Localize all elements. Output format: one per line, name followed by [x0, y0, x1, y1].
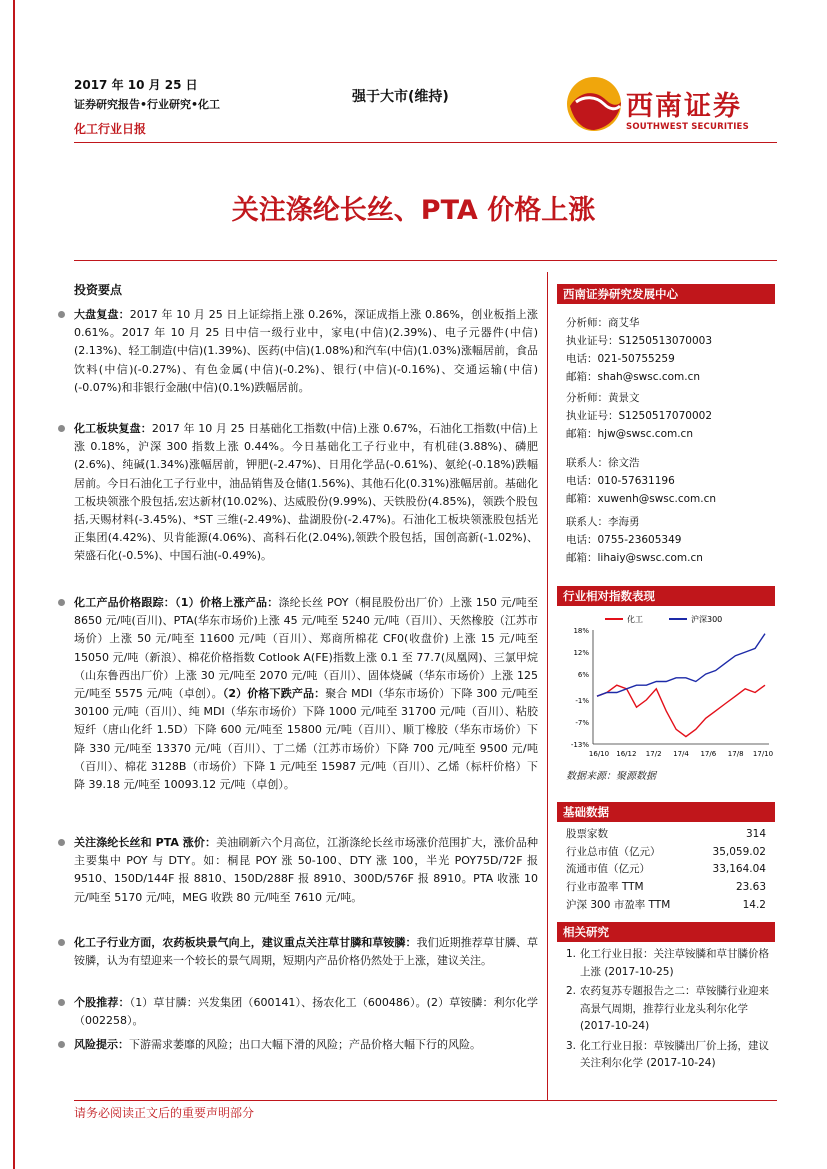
- summary-item: 化工子行业方面，农药板块景气向上，建议重点关注草甘膦和草铵膦：我们近期推荐草甘膦、草铵膦，认为有望迎来一个较长的景气周期，短期内产品价格仍然处于上涨，建议关注。: [74, 934, 538, 990]
- analyst-phone: 电话：021-50755259: [566, 353, 675, 365]
- summary-item: 化工板块复盘：2017 年 10 月 25 日基础化工指数(中信)上涨 0.67%，石油化工指数(中信)上涨 0.18%，沪深 300 指数上涨 0.44%。今日基础化工子行业中，有机硅(3.88%)、磷肥(2.6%)、纯碱(1.34%)涨幅居前，钾肥(-2.47%)、日用化学品(-0.61%)、氨纶(-0.18%)跌幅居前。今日石油化工子行业中，油品销售及仓储(1.56%)、其他石化(0.31%)涨幅居前。基础化工板块领涨个股包括,宏达新材(10.02%)、达威股份(9.99%)、天铁股份(4.85%)，领跌个股包括,天赐材料(-3.45%)、*ST 三维(-2.49%)、盐湖股份(-2.47%)。石油化工板块领涨股包括光正集团(4.42%)、贝肯能源(4.06%)、高科石化(2.04%),领跌个股包括，国创高新(-1.02%)、荣盛石化(-0.5%)、中国石油(-0.49%)。: [74, 420, 538, 580]
- x-tick-label: 16/12: [616, 750, 637, 758]
- contact-name: 联系人：徐文浩: [566, 457, 640, 469]
- basic-data-row: 行业总市值（亿元） 35,059.02: [566, 845, 766, 858]
- analyst-cert: 执业证号：S1250517070002: [566, 410, 713, 422]
- analyst-email: 邮箱：hjw@swsc.com.cn: [566, 428, 693, 440]
- report-date: 2017 年 10 月 25 日: [74, 78, 198, 92]
- column-divider: [547, 272, 548, 1100]
- summary-item: 关注涤纶长丝和 PTA 涨价：美油刷新六个月高位，江浙涤纶长丝市场涨价范围扩大，涨价品种主要集中 POY 与 DTY。如：桐昆 POY 涨 50-100、DTY 涨 100，半光 POY75D/72F 报 9510、150D/144F 报 8810、150D/288F 报 8910、300D/576F 报 8910。PTA 收涨 10 元/吨至 5170 元/吨，MEG 收跌 80 元/吨至 7610 元/吨。: [74, 834, 538, 924]
- logo-text-en: SOUTHWEST SECURITIES: [626, 122, 749, 132]
- industry-rating: 强于大市(维持): [352, 89, 449, 105]
- basic-data-row: 行业市盈率 TTM 23.63: [566, 881, 766, 894]
- bullet-icon: [58, 839, 65, 846]
- y-tick-label: 6%: [577, 671, 589, 680]
- x-tick-label: 17/8: [727, 750, 744, 758]
- x-tick-label: 17/6: [700, 750, 717, 758]
- bullet-icon: [58, 999, 65, 1006]
- series-line: [597, 685, 765, 736]
- analyst-name: 分析师：商艾华: [566, 317, 640, 329]
- basic-data-title: 基础数据: [557, 802, 775, 822]
- contact-email: 邮箱：xuwenh@swsc.com.cn: [566, 493, 717, 505]
- y-tick-label: -13%: [570, 741, 589, 749]
- footer-disclaimer: 请务必阅读正文后的重要声明部分: [74, 1106, 255, 1120]
- x-tick-label: 17/2: [645, 750, 662, 758]
- report-category: 证券研究报告•行业研究•化工: [74, 98, 221, 111]
- x-tick-label: 17/10: [752, 750, 774, 758]
- chart-source: 数据来源：聚源数据: [566, 771, 656, 782]
- report-title: 关注涤纶长丝、PTA 价格上涨: [231, 195, 596, 226]
- report-series: 化工行业日报: [74, 122, 147, 136]
- basic-data-row: 沪深 300 市盈率 TTM 14.2: [566, 898, 766, 911]
- related-item[interactable]: 2. 农药复苏专题报告之二：草铵膦行业迎来高景气周期，推荐行业龙头利尔化学 (2017-10-24): [566, 985, 769, 1032]
- basic-data-table: [566, 826, 766, 915]
- analyst-email: 邮箱：shah@swsc.com.cn: [566, 371, 701, 383]
- summary-item: 风险提示：下游需求萎靡的风险；出口大幅下滑的风险；产品价格大幅下行的风险。: [74, 1036, 538, 1074]
- x-tick-label: 17/4: [673, 750, 689, 758]
- title-rule: [74, 260, 777, 261]
- related-item[interactable]: 3. 化工行业日报：草铵膦出厂价上扬，建议关注利尔化学 (2017-10-24): [566, 1039, 769, 1069]
- analyst-block: [566, 389, 712, 443]
- x-tick-label: 16/10: [588, 750, 610, 758]
- bullet-icon: [58, 1041, 65, 1048]
- bullet-icon: [58, 425, 65, 432]
- legend-label: 化工: [627, 615, 643, 624]
- left-accent-line: [13, 0, 15, 1169]
- related-item[interactable]: 1. 化工行业日报：关注草铵膦和草甘膦价格上涨 (2017-10-25): [566, 948, 769, 978]
- bullet-icon: [58, 939, 65, 946]
- related-research-list: [566, 946, 771, 1073]
- y-tick-label: -1%: [575, 696, 589, 705]
- contact-phone: 电话：0755-23605349: [566, 534, 682, 546]
- footer-rule: [74, 1100, 777, 1101]
- bullet-icon: [58, 599, 65, 606]
- chart-title: 行业相对指数表现: [557, 586, 775, 606]
- logo-text-cn: 西南证券: [626, 91, 742, 122]
- basic-data-row: 流通市值（亿元） 33,164.04: [566, 863, 766, 876]
- y-tick-label: -7%: [575, 718, 589, 727]
- summary-item: 个股推荐：（1）草甘膦：兴发集团（600141）、扬农化工（600486）。(2）草铵膦：利尔化学（002258）。: [74, 994, 538, 1032]
- y-tick-label: 12%: [573, 649, 589, 658]
- research-center-title: 西南证券研究发展中心: [557, 284, 775, 304]
- contact-name: 联系人：李海勇: [566, 516, 640, 528]
- analyst-cert: 执业证号：S1250513070003: [566, 335, 713, 347]
- analyst-block: [566, 314, 712, 386]
- legend-label: 沪深300: [691, 615, 723, 624]
- summary-heading: 投资要点: [74, 283, 123, 297]
- contact-block: [566, 513, 703, 567]
- header-rule: [74, 142, 777, 143]
- contact-phone: 电话：010-57631196: [566, 475, 675, 487]
- summary-item: 化工产品价格跟踪：（1）价格上涨产品：涤纶长丝 POY（桐昆股份出厂价）上涨 150 元/吨至 8650 元/吨(百川)、PTA(华东市场价)上涨 45 元/吨至 5240 元/吨（百川）、天然橡胶（江苏市场价）上涨 50 元/吨至 11600 元/吨（百川）、郑商所棉花 CF0(收盘价) 上涨 15 元/吨至 15050 元/吨（新浪）、棉花价格指数 Cotlook A(FE)指数上涨 0.1 至 77.7(凤凰网)、三氯甲烷（山东鲁西出厂价）上涨 30 元/吨至 2070 元/吨（百川）、固体烧碱（华东市场价）上涨 125 元/吨至 5575 元/吨（卓创）。（2）价格下跌产品：聚合 MDI（华东市场价）下降 300 元/吨至 30100 元/吨（百川）、纯 MDI（华东市场价）下降 1000 元/吨至 31700 元/吨（百川）、粘胶短纤（唐山化纤 1.5D）下降 600 元/吨至 15800 元/吨（百川）、顺丁橡胶（华东市场价）下降 330 元/吨至 13370 元/吨（百川）、丁二烯（江苏市场价）下降 700 元/吨至 9500 元/吨（百川）、棉花 3128B（市场价）下降 1 元/吨至 15987 元/吨（百川）、乙烯（标杆价格）下降 39.18 元/吨至 10093.12 元/吨（卓创）。: [74, 594, 538, 824]
- related-research-title: 相关研究: [557, 922, 775, 942]
- basic-data-row: 股票家数 314: [566, 828, 766, 840]
- analyst-name: 分析师：黄景文: [566, 392, 640, 404]
- contact-block: [566, 454, 716, 508]
- y-tick-label: 18%: [573, 627, 589, 635]
- summary-item: 大盘复盘：2017 年 10 月 25 日上证综指上涨 0.26%，深证成指上涨 0.86%，创业板指上涨 0.61%。2017 年 10 月 25 日中信一级行业中，家电(中信)(2.39%)、电子元器件(中信)(2.13%)、轻工制造(中信)(1.39%)、医药(中信)(1.08%)和汽车(中信)(1.03%)涨幅居前，食品饮料(中信)(-0.27%)、有色金属(中信)(-0.2%)、银行(中信)(-0.16%)、交通运输(中信)(-0.07%)和非银行金融(中信)(0.1%)跌幅居前。: [74, 306, 538, 376]
- company-logo-icon: [566, 76, 622, 132]
- relative-index-chart: [557, 610, 777, 768]
- contact-email: 邮箱：lihaiy@swsc.com.cn: [566, 552, 703, 564]
- bullet-icon: [58, 311, 65, 318]
